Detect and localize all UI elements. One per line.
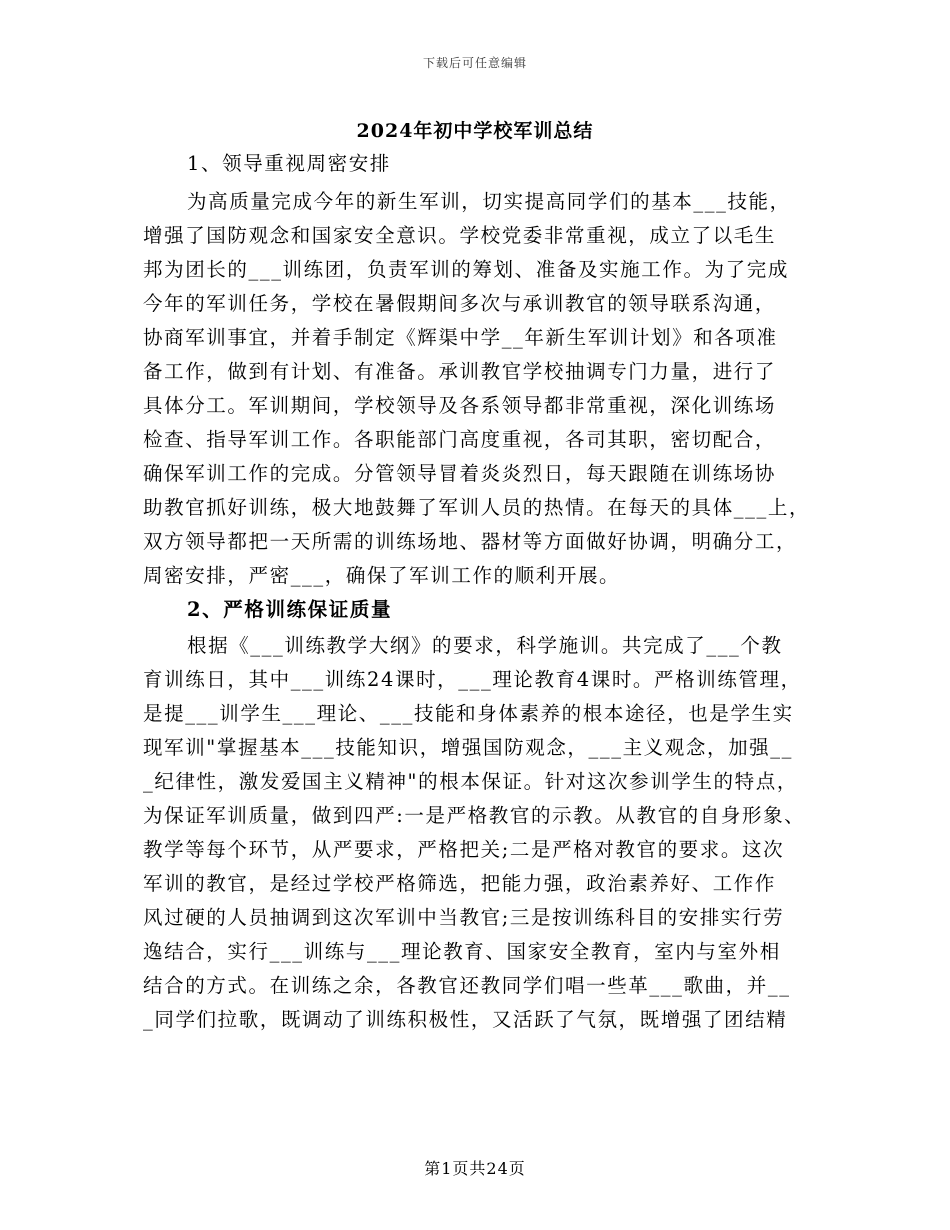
paragraph-line: 今年的军训任务，学校在暑假期间多次与承训教官的领导联系沟通，: [143, 292, 777, 315]
section-heading: 1、领导重视周密安排: [187, 152, 391, 175]
paragraph-line: 检查、指导军训工作。各职能部门高度重视，各司其职，密切配合，: [143, 428, 777, 451]
paragraph-line: 双方领导都把一天所需的训练场地、器材等方面做好协调，明确分工，: [143, 530, 798, 553]
page-number-footer: 第1页共24页: [424, 1159, 526, 1178]
paragraph-line: _纪律性，激发爱国主义精神"的根本保证。针对这次参训学生的特点，: [143, 770, 798, 793]
paragraph-line: 邦为团长的___训练团，负责军训的筹划、准备及实施工作。为了完成: [143, 258, 789, 281]
paragraph-line: 具体分工。军训期间，学校领导及各系领导都非常重视，深化训练场: [143, 394, 777, 417]
paragraph-line: 根据《___训练教学大纲》的要求，科学施训。共完成了___个教: [187, 634, 783, 657]
paragraph-line: 育训练日，其中___训练24课时，___理论教育4课时。严格训练管理，: [143, 668, 802, 691]
paragraph-line: 协商军训事宜，并着手制定《辉渠中学__年新生军训计划》和各项准: [143, 326, 778, 349]
paragraph-line: 现军训"掌握基本___技能知识，增强国防观念，___主义观念，加强__: [143, 736, 793, 759]
paragraph-line: 助教官抓好训练，极大地鼓舞了军训人员的热情。在每天的具体___上，: [143, 496, 811, 519]
section-heading: 2、严格训练保证质量: [187, 598, 393, 621]
paragraph-line: 为保证军训质量，做到四严:一是严格教官的示教。从教官的自身形象、: [143, 804, 806, 827]
paragraph-line: 军训的教官，是经过学校严格筛选，把能力强，政治素养好、工作作: [143, 872, 777, 895]
paragraph-line: 周密安排，严密___，确保了军训工作的顺利开展。: [143, 564, 621, 587]
page-header-note: 下载后可任意编辑: [422, 56, 527, 70]
paragraph-line: _同学们拉歌，既调动了训练积极性，又活跃了气氛，既增强了团结精: [143, 1008, 788, 1031]
paragraph-line: 备工作，做到有计划、有准备。承训教官学校抽调专门力量，进行了: [143, 360, 777, 383]
document-title: 2024年初中学校军训总结: [356, 120, 594, 142]
paragraph-line: 确保军训工作的完成。分管领导冒着炎炎烈日，每天跟随在训练场协: [143, 462, 777, 485]
paragraph-line: 风过硬的人员抽调到这次军训中当教官;三是按训练科目的安排实行劳: [143, 906, 785, 929]
paragraph-line: 教学等每个环节，从严要求，严格把关;二是严格对教官的要求。这次: [143, 838, 785, 861]
paragraph-line: 是提___训学生___理论、___技能和身体素养的根本途径，也是学生实: [143, 702, 794, 725]
paragraph-line: 逸结合，实行___训练与___理论教育、国家安全教育，室内与室外相: [143, 940, 781, 963]
paragraph-line: 增强了国防观念和国家安全意识。学校党委非常重视，成立了以毛生: [143, 224, 777, 247]
paragraph-line: 结合的方式。在训练之余，各教官还教同学们唱一些革___歌曲，并__: [143, 974, 791, 997]
paragraph-line: 为高质量完成今年的新生军训，切实提高同学们的基本___技能，: [187, 190, 791, 213]
